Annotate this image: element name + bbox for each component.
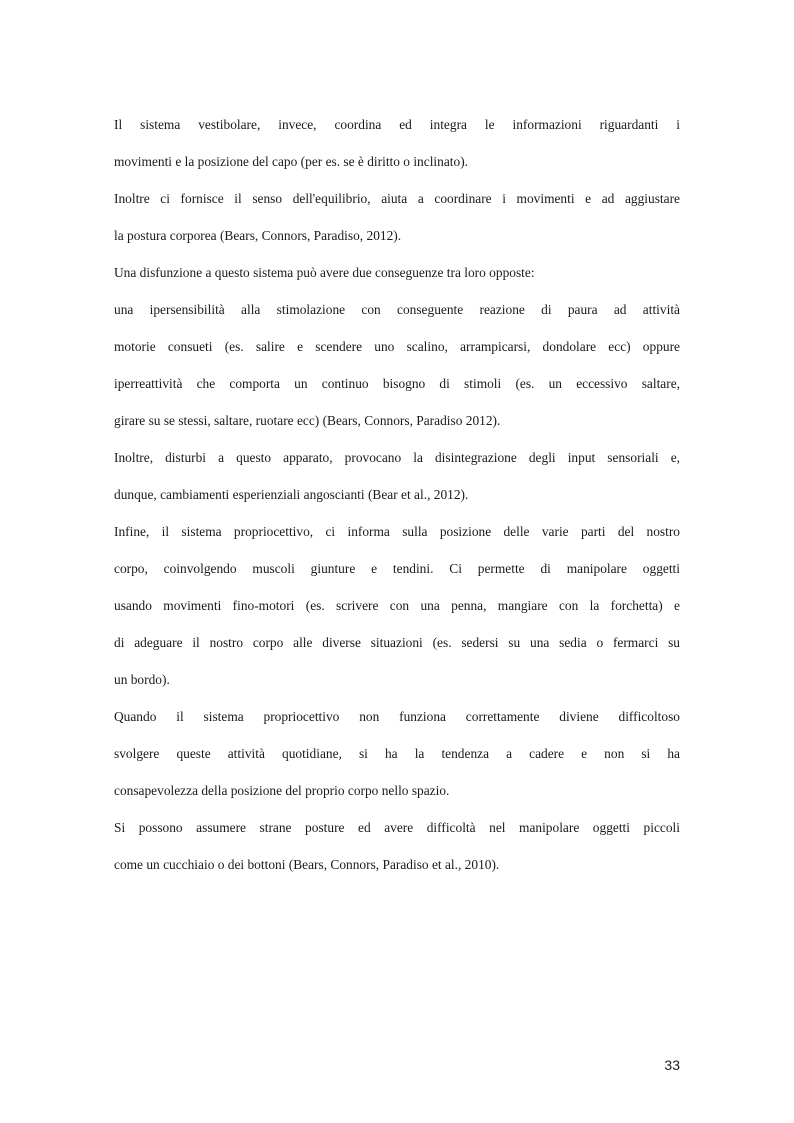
text-line: la postura corporea (Bears, Connors, Paradiso, 2012). (114, 228, 402, 243)
text-line: corpo, coinvolgendo muscoli giunture e tendini. Ci permette di manipolare oggetti (114, 561, 680, 576)
page-number: 33 (664, 1057, 680, 1073)
text-line: Si possono assumere strane posture ed avere difficoltà nel manipolare oggetti piccoli (114, 820, 680, 835)
text-line: movimenti e la posizione del capo (per es. se è diritto o inclinato). (114, 154, 469, 169)
text-line: girare su se stessi, saltare, ruotare ecc) (Bears, Connors, Paradiso 2012). (114, 413, 501, 428)
text-line: svolgere queste attività quotidiane, si ha la tendenza a cadere e non si ha (114, 746, 680, 761)
text-line: dunque, cambiamenti esperienziali angoscianti (Bear et al., 2012). (114, 487, 469, 502)
text-line: Il sistema vestibolare, invece, coordina ed integra le informazioni riguardanti i (114, 117, 680, 132)
text-line: usando movimenti fino-motori (es. scrivere con una penna, mangiare con la forchetta) e (114, 598, 680, 613)
text-line: una ipersensibilità alla stimolazione con conseguente reazione di paura ad attività (114, 302, 680, 317)
text-line: come un cucchiaio o dei bottoni (Bears, Connors, Paradiso et al., 2010). (114, 857, 500, 872)
text-line: Inoltre ci fornisce il senso dell'equilibrio, aiuta a coordinare i movimenti e ad aggiustare (114, 191, 680, 206)
text-line: Una disfunzione a questo sistema può avere due conseguenze tra loro opposte: (114, 265, 535, 280)
text-line: Quando il sistema propriocettivo non funziona correttamente diviene difficoltoso (114, 709, 680, 724)
body-text (114, 106, 680, 883)
text-line: di adeguare il nostro corpo alle diverse situazioni (es. sedersi su una sedia o fermarci su (114, 635, 680, 650)
text-line: motorie consueti (es. salire e scendere uno scalino, arrampicarsi, dondolare ecc) oppure (114, 339, 680, 354)
text-line: Inoltre, disturbi a questo apparato, provocano la disintegrazione degli input sensoriali e, (114, 450, 680, 465)
text-line: un bordo). (114, 672, 170, 687)
text-line: consapevolezza della posizione del proprio corpo nello spazio. (114, 783, 450, 798)
text-line: Infine, il sistema propriocettivo, ci informa sulla posizione delle varie parti del nostro (114, 524, 680, 539)
text-line: iperreattività che comporta un continuo bisogno di stimoli (es. un eccessivo saltare, (114, 376, 680, 391)
